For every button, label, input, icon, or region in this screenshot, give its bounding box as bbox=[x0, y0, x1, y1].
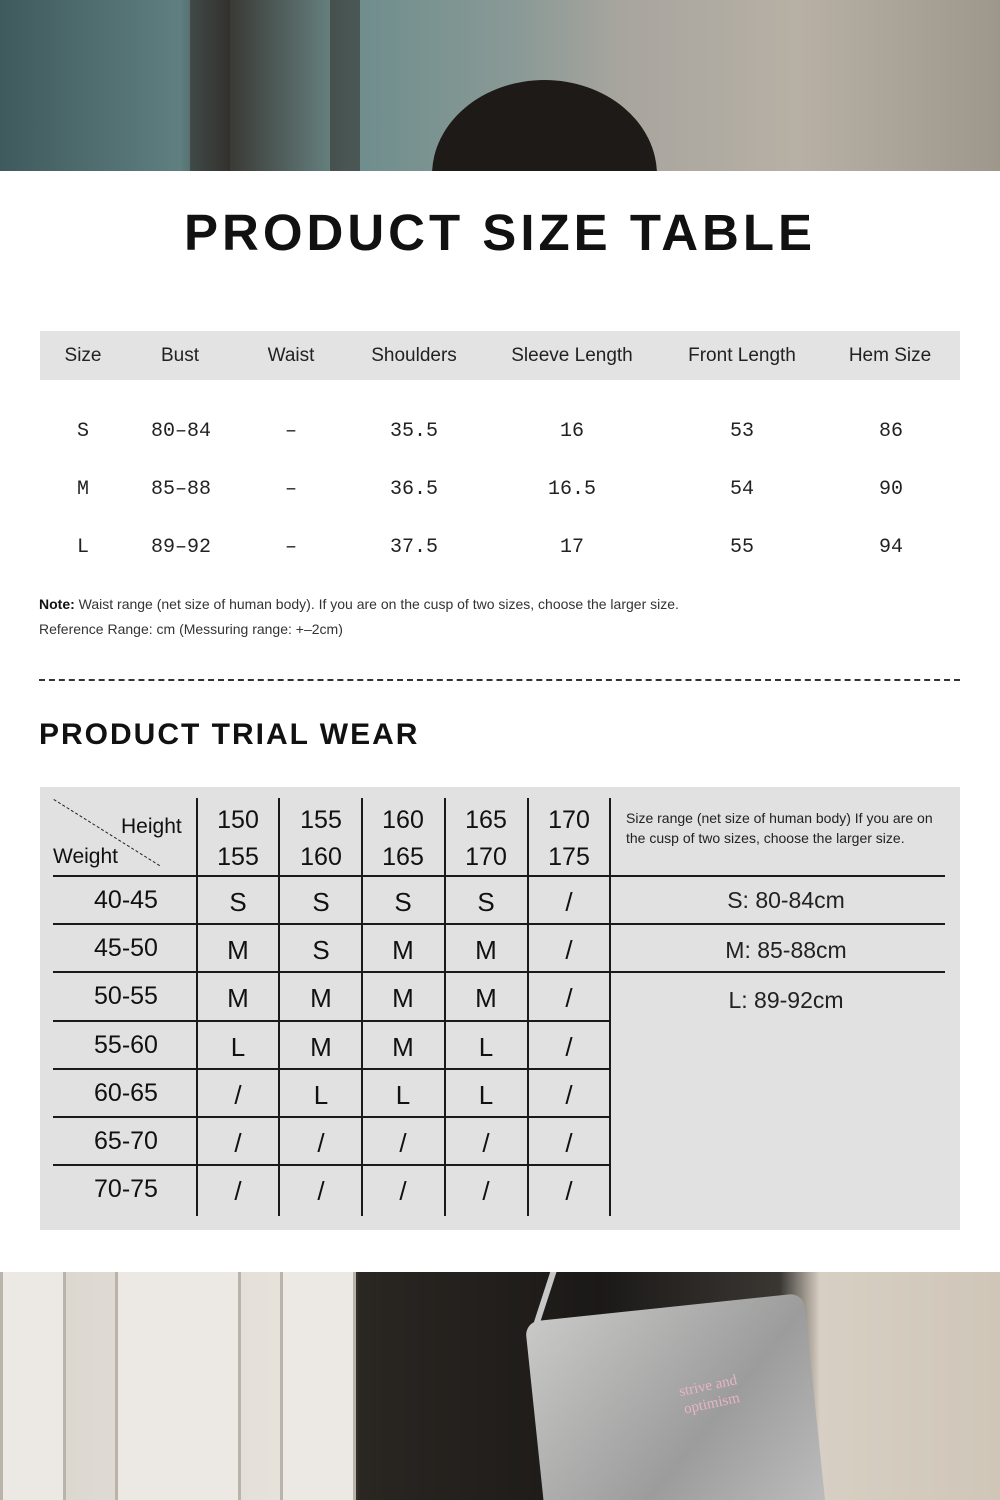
grid-vertical-line bbox=[278, 798, 280, 1216]
header-shoulders: Shoulders bbox=[371, 345, 457, 366]
size-cell: M bbox=[392, 935, 414, 966]
size-cell: / bbox=[565, 1031, 573, 1062]
grid-vertical-line bbox=[527, 798, 529, 1216]
size-cell: L bbox=[230, 1031, 246, 1062]
size-cell: / bbox=[482, 1176, 490, 1207]
size-cell: M bbox=[392, 983, 414, 1014]
height-to: 165 bbox=[382, 843, 424, 871]
height-from: 170 bbox=[548, 806, 590, 834]
height-to: 160 bbox=[300, 843, 342, 871]
size-cell: L bbox=[313, 1079, 329, 1110]
size-cell: / bbox=[565, 1079, 573, 1110]
table-cell: 89–92 bbox=[150, 536, 212, 559]
grid-horizontal-line bbox=[53, 1020, 609, 1022]
size-cell: M bbox=[310, 1031, 332, 1062]
fence-plank bbox=[280, 1272, 356, 1500]
header-size: Size bbox=[64, 345, 102, 366]
size-cell: / bbox=[234, 1128, 242, 1158]
weight-range: 55-60 bbox=[94, 1030, 158, 1059]
size-cell: M bbox=[227, 983, 249, 1014]
header-sleeve-length: Sleeve Length bbox=[511, 345, 633, 366]
grid-horizontal-line bbox=[53, 1068, 609, 1070]
table-cell: 37.5 bbox=[389, 536, 439, 559]
table-cell: 90 bbox=[878, 478, 904, 501]
header-waist: Waist bbox=[267, 345, 315, 366]
table-cell: – bbox=[284, 420, 298, 443]
photo-pillar bbox=[190, 0, 230, 171]
height-from: 165 bbox=[465, 806, 507, 834]
height-label: Height bbox=[121, 815, 182, 838]
size-cell: / bbox=[565, 1176, 573, 1207]
table-cell: 86 bbox=[878, 420, 904, 443]
section-divider bbox=[39, 679, 960, 681]
size-cell: / bbox=[565, 983, 573, 1014]
size-note bbox=[39, 596, 679, 612]
size-cell: / bbox=[482, 1128, 490, 1158]
height-from: 160 bbox=[382, 806, 424, 834]
range-l: L: 89-92cm bbox=[728, 987, 844, 1013]
table-cell: 35.5 bbox=[389, 420, 439, 443]
height-to: 155 bbox=[217, 843, 259, 871]
size-cell: S bbox=[477, 887, 495, 917]
size-cell: M bbox=[475, 983, 497, 1014]
weight-range: 70-75 bbox=[94, 1175, 158, 1204]
range-m: M: 85-88cm bbox=[725, 937, 847, 963]
note-text: Waist range (net size of human body). If you are on the cusp of two sizes, choose the larger size. bbox=[74, 596, 679, 612]
size-cell: S bbox=[312, 887, 330, 917]
table-cell: 80–84 bbox=[150, 420, 212, 443]
size-cell: / bbox=[317, 1176, 325, 1207]
weight-range: 40-45 bbox=[94, 886, 158, 914]
height-from: 155 bbox=[300, 806, 342, 834]
note-label: Note: bbox=[39, 596, 75, 612]
weight-range: 60-65 bbox=[94, 1078, 158, 1107]
table-cell: – bbox=[284, 478, 298, 501]
table-cell: – bbox=[284, 536, 298, 559]
size-cell: M bbox=[227, 935, 249, 966]
reference-range: Reference Range: cm (Messuring range: +–2cm) bbox=[39, 621, 343, 637]
trial-title: PRODUCT TRIAL WEAR bbox=[39, 718, 420, 751]
grid-horizontal-line bbox=[53, 1164, 609, 1166]
weight-label: Weight bbox=[53, 845, 118, 868]
header-bust: Bust bbox=[160, 345, 200, 366]
table-cell: 16.5 bbox=[547, 478, 597, 501]
header-front-length: Front Length bbox=[688, 345, 796, 366]
size-cell: M bbox=[310, 983, 332, 1014]
size-cell: / bbox=[565, 887, 573, 917]
top-photo bbox=[0, 0, 1000, 171]
table-cell: 36.5 bbox=[389, 478, 439, 501]
weight-range: 65-70 bbox=[94, 1127, 158, 1155]
size-cell: / bbox=[399, 1128, 407, 1158]
bottom-photo bbox=[0, 1272, 1000, 1500]
table-cell: 55 bbox=[729, 536, 755, 559]
table-cell: 53 bbox=[729, 420, 755, 443]
height-to: 175 bbox=[548, 843, 590, 871]
size-cell: L bbox=[395, 1079, 411, 1110]
model-hair bbox=[432, 80, 657, 171]
size-cell: S bbox=[312, 935, 330, 966]
fence-plank bbox=[115, 1272, 241, 1500]
size-cell: M bbox=[475, 935, 497, 966]
grid-horizontal-line bbox=[53, 971, 945, 973]
table-cell: S bbox=[76, 420, 90, 443]
size-cell: / bbox=[317, 1128, 325, 1158]
height-from: 150 bbox=[217, 806, 259, 834]
grid-horizontal-line bbox=[53, 1116, 609, 1118]
table-cell: 54 bbox=[729, 478, 755, 501]
table-cell: 85–88 bbox=[150, 478, 212, 501]
table-cell: M bbox=[76, 478, 90, 501]
grid-horizontal-line bbox=[53, 923, 945, 925]
size-cell: M bbox=[392, 1031, 414, 1062]
height-to: 170 bbox=[465, 843, 507, 871]
weight-range: 50-55 bbox=[94, 982, 158, 1011]
header-hem-size: Hem Size bbox=[848, 345, 932, 366]
table-cell: 17 bbox=[559, 536, 585, 559]
photo-pillar bbox=[330, 0, 360, 171]
size-range-note: Size range (net size of human body) If you are on the cusp of two sizes, choose the larger size. bbox=[626, 810, 933, 846]
grid-vertical-line bbox=[361, 798, 363, 1216]
bag-print: strive and optimism bbox=[677, 1372, 742, 1418]
size-cell: L bbox=[478, 1031, 494, 1062]
grid-vertical-line bbox=[196, 798, 198, 1216]
fence-plank bbox=[0, 1272, 66, 1500]
size-cell: S bbox=[229, 887, 247, 917]
size-cell: S bbox=[394, 887, 412, 917]
table-cell: L bbox=[76, 536, 90, 559]
size-cell: / bbox=[565, 935, 573, 966]
size-cell: / bbox=[234, 1176, 242, 1207]
table-cell: 16 bbox=[559, 420, 585, 443]
weight-range: 45-50 bbox=[94, 934, 158, 963]
size-cell: / bbox=[399, 1176, 407, 1207]
table-cell: 94 bbox=[878, 536, 904, 559]
page-title: PRODUCT SIZE TABLE bbox=[183, 204, 817, 261]
size-cell: L bbox=[478, 1079, 494, 1110]
grid-vertical-line bbox=[444, 798, 446, 1216]
grid-vertical-line bbox=[609, 798, 611, 1216]
size-cell: / bbox=[565, 1128, 573, 1158]
range-s: S: 80-84cm bbox=[727, 887, 845, 913]
grid-horizontal-line bbox=[53, 875, 945, 877]
size-cell: / bbox=[234, 1079, 242, 1110]
